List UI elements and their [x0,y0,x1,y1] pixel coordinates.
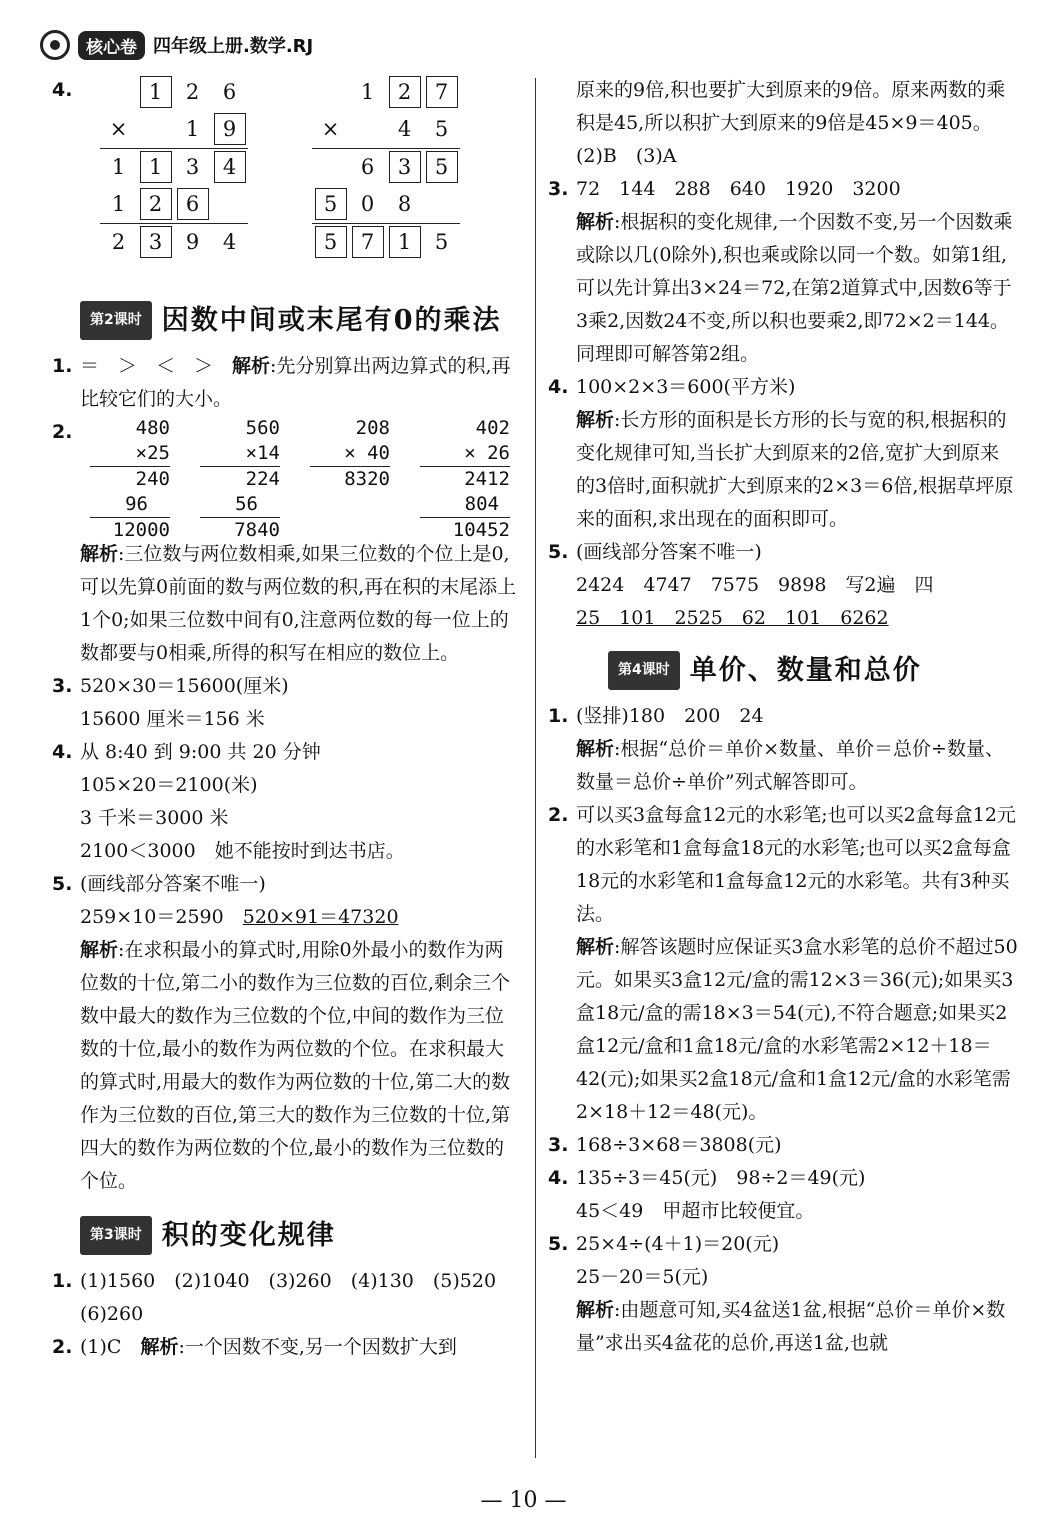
lesson4-question-4: 4. 135÷3＝45(元) 98÷2＝49(元) 45＜49 甲超市比较便宜。 [548,1167,866,1222]
lesson4-question-3: 3. 168÷3×68＝3808(元) [548,1134,782,1156]
left-column [52,74,522,1364]
section-title-lesson-4: 第4课时 单价、数量和总价 [608,651,1018,690]
lesson3-q2-continued: 原来的9倍,积也要扩大到原来的9倍。原来两数的乘积是45,所以积扩大到原来的9倍是45×9＝405。 (2)B (3)A [576,79,1006,167]
lesson3-question-4: 4. 100×2×3＝600(平方米) 解析:长方形的面积是长方形的长与宽的积,根据积的变化规律可知,当长扩大到原来的2倍,宽扩大到原来的3倍时,面积就扩大到原来的2×3＝6倍,根据草坪原来的面积,求出现在的面积即可。 [548,376,1014,530]
calc-127x45: 1 2 7 × 4 5 6 3 5 5 0 8 5 7 1 5 [312,74,460,261]
lesson2-question-1: 1. ＝ ＞ ＜ ＞ 解析:先分别算出两边算式的积,再比较它们的大小。 [52,355,511,410]
question-4-vertical-mult: 4. 1 2 6 × 1 9 1 1 3 4 1 2 6 2 3 9 4 1 2 7 × 4 5 6 3 5 5 0 8 5 7 1 5 [52,74,522,289]
mini-vertical-calcs: 480 ×25 240 96 12000 560 ×14 224 56 7840 208 × 40 8320 402 × 26 2412 804 10452 [80,416,522,538]
lesson3-question-5: 5. (画线部分答案不唯一) 2424 4747 7575 9898 写2遍 四 25 101 2525 62 101 6262 [548,541,934,629]
section-title-lesson-2: 第2课时 因数中间或末尾有0的乘法 [80,301,522,340]
lesson4-question-1: 1. (竖排)180 200 24 解析:根据“总价＝单价×数量、单价＝总价÷数量、数量＝总价÷单价”列式解答即可。 [548,705,1004,793]
right-column [548,74,1018,1360]
lesson3-question-3: 3. 72 144 288 640 1920 3200 解析:根据积的变化规律,一个因数不变,另一个因数乘或除以几(0除外),积也乘或除以同一个数。如第1组,可以先计算出3×24＝72,在第2道算式中,因数6等于3乘2,因数24不变,所以积也要乘2,即72×2＝144。同理即可解答第2组。 [548,178,1013,365]
lesson3-question-1: 1. (1)1560 (2)1040 (3)260 (4)130 (5)520 (6)260 [52,1270,497,1325]
lesson4-question-5: 5. 25×4÷(4＋1)＝20(元) 25－20＝5(元) 解析:由题意可知,买4盆送1盆,根据“总价＝单价×数量”求出买4盆花的总价,再送1盆,也就 [548,1233,1006,1354]
lesson2-question-2: 2. 480 ×25 240 96 12000 560 ×14 224 56 7840 208 × 40 8320 402 × 26 2412 804 10452 解析:三位数与两位数相乘,如果三位数的个位上是0,可以先算0前面的数与两位数的积,再在积的末尾添上1个0;如果三位数中间有0,注意两位数的每一位上的数都要与0相乘,所得的积写在相应的数位上。 [52,416,522,670]
section-title-lesson-3: 第3课时 积的变化规律 [80,1216,522,1255]
lesson2-question-3: 3. 520×30＝15600(厘米) 15600 厘米＝156 米 [52,675,289,730]
column-divider [535,78,536,1458]
lesson3-question-2: 2. (1)C 解析:一个因数不变,另一个因数扩大到 [52,1336,457,1358]
page-header [40,28,313,62]
lesson2-question-4: 4. 从 8:40 到 9:00 共 20 分钟 105×20＝2100(米) 3 千米＝3000 米 2100＜3000 她不能按时到达书店。 [52,741,405,862]
lesson4-question-2: 2. 可以买3盒每盒12元的水彩笔;也可以买2盒每盒12元的水彩笔和1盒每盒18元的水彩笔;也可以买2盒每盒18元的水彩笔和1盒每盒12元的水彩笔。共有3种买法。 解析:解答该题时应保证买3盒水彩笔的总价不超过50元。如果买3盒12元/盒的需12×3＝36(元);如果买3盒18元/盒的需18×3＝54(元),不符合题意;如果买2盒12元/盒和1盒18元/盒的水彩笔需2×12＋18＝42(元);如果买2盒18元/盒和1盒12元/盒的水彩笔需2×18＋12＝48(元)。 [548,804,1018,1123]
logo-text: 核心卷 [78,31,145,60]
lesson2-question-5: 5. (画线部分答案不唯一) 259×10＝2590 520×91＝47320 解析:在求积最小的算式时,用除0外最小的数作为两位数的十位,第二小的数作为三位数的百位,剩余三个数中最大的数作为三位数的个位,中间的数作为三位数的十位,最小的数作为两位数的个位。在求积最大的算式时,用最大的数作为两位数的十位,第二大的数作为三位数的百位,第三大的数作为三位数的十位,第四大的数作为两位数的个位,最小的数作为三位数的个位。 [52,873,511,1192]
header-subtitle: 四年级上册.数学.RJ [153,36,314,57]
page-number: — 10 — [480,1488,567,1513]
calc-126x19: 1 2 6 × 1 9 1 1 3 4 1 2 6 2 3 9 4 [100,74,248,261]
vertical-calculations [80,74,522,289]
logo-icon [40,30,70,60]
